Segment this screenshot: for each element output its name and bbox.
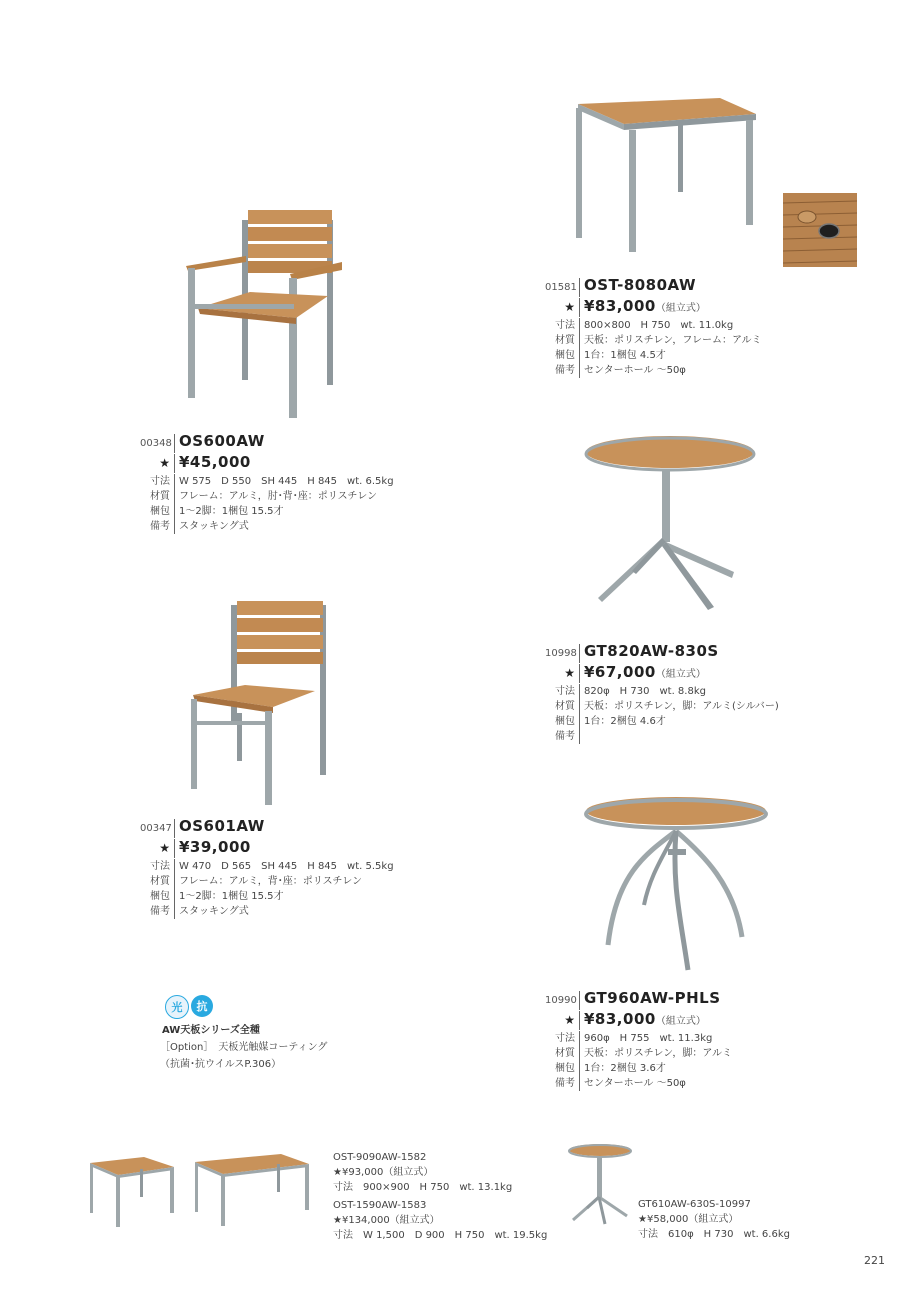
spec-label-dimensions: 寸法	[545, 318, 580, 333]
spec-value-packing: 1台：2梱包 3.6才	[584, 1063, 666, 1074]
small-item-price: ★¥93,000（組立式）	[333, 1167, 434, 1178]
spec-label-dimensions: 寸法	[545, 684, 580, 699]
spec-value-packing: 1～2脚：1梱包 15.5才	[179, 891, 284, 902]
product-code: 10998	[545, 644, 580, 663]
small-item-name: OST-9090AW-1582	[333, 1152, 427, 1163]
spec-value-material: 天板：ポリスチレン，脚：アルミ(シルバー)	[584, 701, 779, 712]
small-item-price: ★¥58,000（組立式）	[638, 1214, 739, 1225]
model-name: OST-8080AW	[584, 276, 697, 294]
product-spec-gt960aw-phls	[545, 989, 732, 1091]
spec-value-material: 天板：ポリスチレン，脚：アルミ	[584, 1048, 732, 1059]
star-mark: ★	[140, 454, 175, 473]
product-code: 00347	[140, 819, 175, 838]
spec-label-packing: 梱包	[140, 889, 175, 904]
product-spec-gt820aw-830s	[545, 642, 779, 744]
spec-label-material: 材質	[140, 874, 175, 889]
product-spec-os601aw	[140, 817, 394, 919]
spec-label-packing: 梱包	[545, 348, 580, 363]
spec-value-packing: 1台：1梱包 4.5才	[584, 350, 666, 361]
small-item-name: OST-1590AW-1583	[333, 1200, 427, 1211]
spec-value-dimensions: 820φ H 730 wt. 8.8kg	[584, 686, 706, 697]
spec-label-remarks: 備考	[545, 1076, 580, 1091]
spec-value-material: フレーム：アルミ，肘･背･座：ポリスチレン	[179, 491, 377, 502]
star-mark: ★	[545, 1011, 580, 1030]
spec-value-packing: 1～2脚：1梱包 15.5才	[179, 506, 284, 517]
spec-label-material: 材質	[140, 489, 175, 504]
spec-value-remarks: センターホール ～50φ	[584, 365, 686, 376]
os600aw-armchair-image	[180, 200, 350, 425]
spec-label-dimensions: 寸法	[140, 859, 175, 874]
assembly-note: （組立式）	[655, 1016, 706, 1027]
option-line-1: ［Option］ 天板光触媒コーティング	[160, 1042, 328, 1053]
model-name: OS601AW	[179, 817, 265, 835]
price: ¥83,000	[584, 297, 656, 315]
small-item-dims: 寸法 900×900 H 750 wt. 13.1kg	[333, 1182, 513, 1193]
spec-label-material: 材質	[545, 333, 580, 348]
spec-value-dimensions: W 470 D 565 SH 445 H 845 wt. 5.5kg	[179, 861, 394, 872]
ost-1590aw-table-image	[193, 1152, 313, 1230]
product-code: 00348	[140, 434, 175, 453]
assembly-note: （組立式）	[655, 303, 706, 314]
gt960aw-phls-table-image	[584, 795, 769, 975]
spec-label-packing: 梱包	[545, 714, 580, 729]
spec-label-dimensions: 寸法	[545, 1031, 580, 1046]
model-name: GT960AW-PHLS	[584, 989, 721, 1007]
ost-9090aw-table-image	[88, 1155, 178, 1230]
small-item-ost-1590aw	[333, 1198, 547, 1243]
assembly-note: （組立式）	[655, 669, 706, 680]
small-item-gt610aw	[638, 1197, 790, 1242]
center-hole-detail-image	[783, 193, 857, 267]
star-mark: ★	[140, 839, 175, 858]
product-spec-os600aw	[140, 432, 394, 534]
spec-value-dimensions: 960φ H 755 wt. 11.3kg	[584, 1033, 713, 1044]
price: ¥45,000	[179, 453, 251, 471]
price: ¥83,000	[584, 1010, 656, 1028]
small-item-dims: 寸法 610φ H 730 wt. 6.6kg	[638, 1229, 790, 1240]
small-item-price: ★¥134,000（組立式）	[333, 1215, 440, 1226]
star-mark: ★	[545, 298, 580, 317]
product-code: 01581	[545, 278, 580, 297]
antibacterial-badge-icon: 抗	[191, 995, 213, 1017]
spec-value-remarks: スタッキング式	[179, 906, 249, 917]
small-item-dims: 寸法 W 1,500 D 900 H 750 wt. 19.5kg	[333, 1230, 548, 1241]
spec-label-remarks: 備考	[545, 363, 580, 378]
spec-label-remarks: 備考	[140, 519, 175, 534]
spec-label-material: 材質	[545, 1046, 580, 1061]
price: ¥67,000	[584, 663, 656, 681]
spec-value-packing: 1台：2梱包 4.6才	[584, 716, 666, 727]
spec-label-material: 材質	[545, 699, 580, 714]
spec-value-remarks: スタッキング式	[179, 521, 249, 532]
spec-value-material: 天板：ポリスチレン，フレーム：アルミ	[584, 335, 762, 346]
page-number: 221	[864, 1254, 885, 1267]
model-name: GT820AW-830S	[584, 642, 719, 660]
product-code: 10990	[545, 991, 580, 1010]
spec-label-packing: 梱包	[140, 504, 175, 519]
spec-label-packing: 梱包	[545, 1061, 580, 1076]
spec-value-dimensions: 800×800 H 750 wt. 11.0kg	[584, 320, 734, 331]
option-title: AW天板シリーズ全種	[162, 1025, 260, 1036]
option-line-2: （抗菌･抗ウイルスP.306）	[160, 1059, 282, 1070]
spec-value-material: フレーム：アルミ，背･座：ポリスチレン	[179, 876, 362, 887]
spec-value-remarks: センターホール ～50φ	[584, 1078, 686, 1089]
spec-value-dimensions: W 575 D 550 SH 445 H 845 wt. 6.5kg	[179, 476, 394, 487]
os601aw-chair-image	[185, 595, 335, 810]
star-mark: ★	[545, 664, 580, 683]
spec-label-remarks: 備考	[140, 904, 175, 919]
price: ¥39,000	[179, 838, 251, 856]
gt820aw-830s-table-image	[584, 432, 759, 617]
small-item-ost-9090aw	[333, 1150, 512, 1195]
model-name: OS600AW	[179, 432, 265, 450]
ost-8080aw-table-image	[570, 90, 765, 260]
small-item-name: GT610AW-630S-10997	[638, 1199, 751, 1210]
gt610aw-table-image	[565, 1142, 635, 1227]
spec-label-remarks: 備考	[545, 729, 580, 744]
photocatalyst-badge-icon: 光	[165, 995, 189, 1019]
product-spec-ost-8080aw	[545, 276, 762, 378]
spec-label-dimensions: 寸法	[140, 474, 175, 489]
